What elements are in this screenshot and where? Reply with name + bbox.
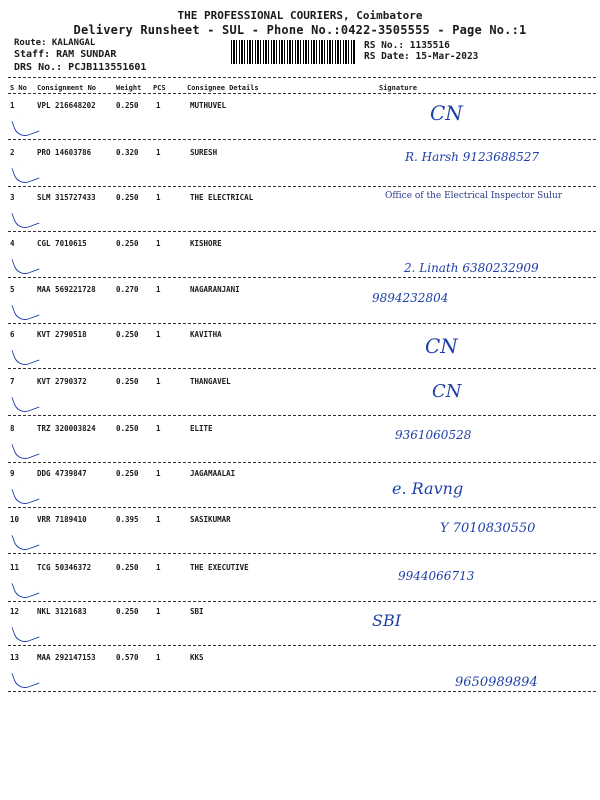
signature-handwritten: 2. Linath 6380232909 — [404, 261, 539, 275]
col-consignment: Consignment No — [37, 84, 97, 92]
row-pcs: 1 — [156, 653, 161, 662]
row-weight: 0.250 — [116, 607, 139, 616]
row-separator — [8, 368, 596, 369]
row-pcs: 1 — [156, 239, 161, 248]
row-sno: 6 — [10, 330, 15, 339]
handwritten-tick-mark — [11, 390, 39, 416]
column-rule — [8, 93, 596, 94]
row-sno: 1 — [10, 101, 15, 110]
row-separator — [8, 645, 596, 646]
rs-date: RS Date: 15-Mar-2023 — [364, 51, 479, 62]
row-consignee: NAGARANJANI — [190, 285, 240, 294]
col-weight: Weight — [116, 84, 142, 92]
row-pcs: 1 — [156, 101, 161, 110]
drs-label: DRS No.: PCJB113551601 — [14, 62, 147, 73]
row-consignee: KAVITHA — [190, 330, 222, 339]
row-sno: 11 — [10, 563, 20, 572]
row-pcs: 1 — [156, 424, 161, 433]
row-pcs: 1 — [156, 285, 161, 294]
row-pcs: 1 — [156, 607, 161, 616]
row-consignment: VPL 216648202 — [37, 101, 96, 110]
row-sno: 5 — [10, 285, 15, 294]
row-pcs: 1 — [156, 377, 161, 386]
handwritten-tick-mark — [11, 298, 39, 324]
handwritten-tick-mark — [11, 576, 39, 602]
signature-handwritten: Office of the Electrical Inspector Sulur — [385, 191, 563, 201]
row-consignment: VRR 7189410 — [37, 515, 87, 524]
handwritten-tick-mark — [11, 206, 39, 232]
row-sno: 3 — [10, 193, 15, 202]
row-sno: 8 — [10, 424, 15, 433]
row-consignment: MAA 292147153 — [37, 653, 96, 662]
col-consignee: Consignee Details — [187, 84, 259, 92]
signature-handwritten: CN — [425, 334, 458, 358]
handwritten-tick-mark — [11, 114, 39, 140]
header-rule — [8, 77, 596, 78]
row-weight: 0.250 — [116, 377, 139, 386]
row-consignee: SURESH — [190, 148, 218, 157]
row-sno: 2 — [10, 148, 15, 157]
signature-handwritten: Y 7010830550 — [440, 521, 536, 536]
row-consignee: SBI — [190, 607, 204, 616]
row-separator — [8, 139, 596, 140]
signature-handwritten: 9944066713 — [398, 569, 475, 583]
row-pcs: 1 — [156, 469, 161, 478]
row-consignment: MAA 569221728 — [37, 285, 96, 294]
row-sno: 10 — [10, 515, 20, 524]
row-consignee: THE ELECTRICAL — [190, 193, 254, 202]
signature-handwritten: CN — [432, 381, 462, 402]
barcode-image — [231, 40, 356, 64]
row-consignee: MUTHUVEL — [190, 101, 227, 110]
row-separator — [8, 601, 596, 602]
row-separator — [8, 553, 596, 554]
signature-handwritten: SBI — [372, 611, 402, 630]
row-pcs: 1 — [156, 193, 161, 202]
row-weight: 0.250 — [116, 330, 139, 339]
signature-handwritten: R. Harsh 9123688527 — [405, 150, 540, 164]
handwritten-tick-mark — [11, 528, 39, 554]
row-separator — [8, 231, 596, 232]
company-title: THE PROFESSIONAL COURIERS, Coimbatore — [177, 9, 423, 22]
row-consignment: KVT 2790372 — [37, 377, 87, 386]
row-consignment: TRZ 320003824 — [37, 424, 96, 433]
row-pcs: 1 — [156, 515, 161, 524]
row-weight: 0.270 — [116, 285, 139, 294]
row-consignee: THE EXECUTIVE — [190, 563, 249, 572]
col-signature: Signature — [379, 84, 417, 92]
row-consignee: KISHORE — [190, 239, 222, 248]
col-sno: S No — [10, 84, 27, 92]
row-consignee: JAGAMAALAI — [190, 469, 236, 478]
row-weight: 0.250 — [116, 101, 139, 110]
row-pcs: 1 — [156, 563, 161, 572]
row-pcs: 1 — [156, 330, 161, 339]
col-pcs: PCS — [153, 84, 166, 92]
row-weight: 0.250 — [116, 424, 139, 433]
signature-handwritten: 9361060528 — [395, 428, 472, 442]
row-consignment: KVT 2790518 — [37, 330, 87, 339]
handwritten-tick-mark — [11, 161, 39, 187]
row-separator — [8, 691, 596, 692]
signature-handwritten: CN — [430, 101, 463, 125]
rs-number: RS No.: 1135516 — [364, 40, 450, 51]
row-consignee: SASIKUMAR — [190, 515, 231, 524]
row-separator — [8, 186, 596, 187]
row-weight: 0.250 — [116, 469, 139, 478]
row-consignment: TCG 50346372 — [37, 563, 92, 572]
row-separator — [8, 415, 596, 416]
row-weight: 0.250 — [116, 239, 139, 248]
row-separator — [8, 277, 596, 278]
handwritten-tick-mark — [11, 343, 39, 369]
row-consignee: THANGAVEL — [190, 377, 231, 386]
row-weight: 0.250 — [116, 193, 139, 202]
row-sno: 12 — [10, 607, 20, 616]
staff-label: Staff: RAM SUNDAR — [14, 49, 117, 60]
row-separator — [8, 507, 596, 508]
row-separator — [8, 323, 596, 324]
row-separator — [8, 462, 596, 463]
row-consignment: SLM 315727433 — [37, 193, 96, 202]
row-consignment: CGL 7010615 — [37, 239, 87, 248]
signature-handwritten: e. Ravng — [392, 479, 464, 498]
handwritten-tick-mark — [11, 482, 39, 508]
handwritten-tick-mark — [11, 620, 39, 646]
signature-handwritten: 9650989894 — [455, 675, 538, 690]
row-weight: 0.250 — [116, 563, 139, 572]
row-sno: 7 — [10, 377, 15, 386]
row-weight: 0.320 — [116, 148, 139, 157]
handwritten-tick-mark — [11, 437, 39, 463]
row-pcs: 1 — [156, 148, 161, 157]
row-sno: 9 — [10, 469, 15, 478]
row-consignment: NKL 3121683 — [37, 607, 87, 616]
row-consignment: PRO 14603786 — [37, 148, 92, 157]
handwritten-tick-mark — [11, 666, 39, 692]
row-sno: 13 — [10, 653, 20, 662]
row-consignee: KKS — [190, 653, 204, 662]
runsheet-subtitle: Delivery Runsheet - SUL - Phone No.:0422-3505555 - Page No.:1 — [73, 23, 527, 37]
handwritten-tick-mark — [11, 252, 39, 278]
row-weight: 0.395 — [116, 515, 139, 524]
row-consignment: DDG 4739847 — [37, 469, 87, 478]
row-consignee: ELITE — [190, 424, 213, 433]
signature-handwritten: 9894232804 — [372, 291, 449, 305]
row-sno: 4 — [10, 239, 15, 248]
row-weight: 0.570 — [116, 653, 139, 662]
route-label: Route: KALANGAL — [14, 38, 96, 48]
